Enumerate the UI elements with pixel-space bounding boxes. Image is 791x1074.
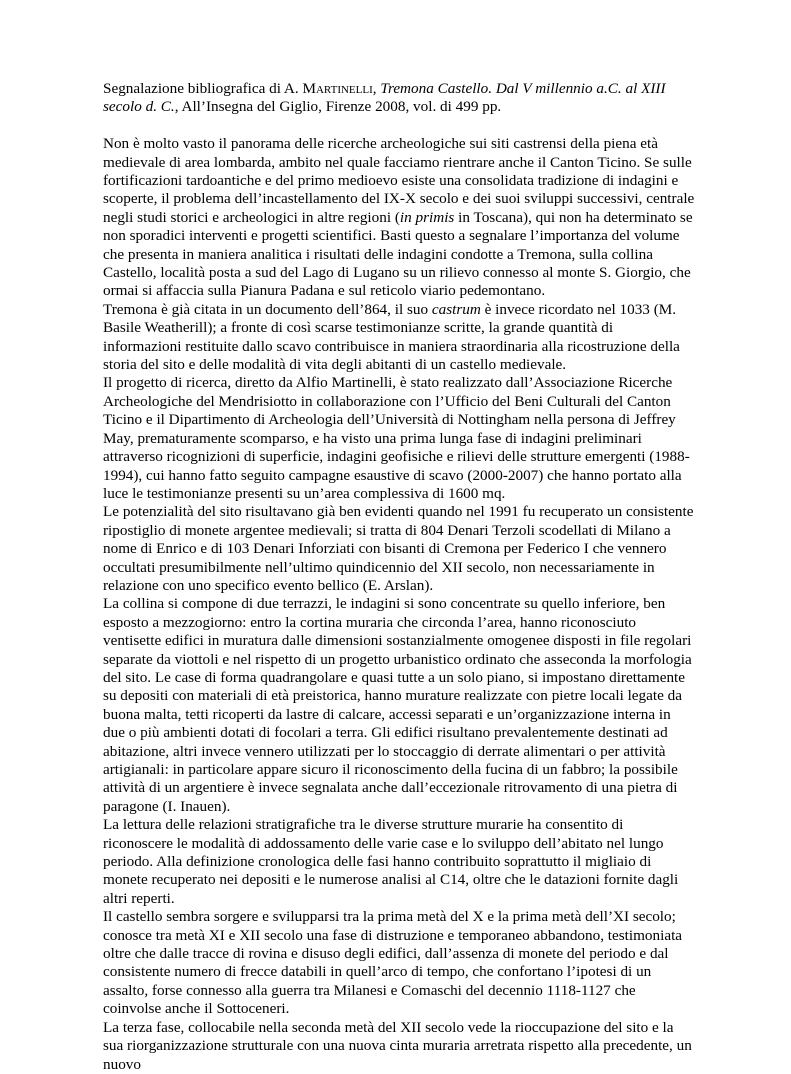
paragraph-third-phase: La terza fase, collocabile nella seconda metà del XII secolo vede la rioccupazione del sito e la sua riorganizzazione strutturale con una nuova cinta muraria arretrata rispetto alla precedente, un nuovo [103, 1018, 692, 1073]
paragraph-project: Il progetto di ricerca, diretto da Alfio Martinelli, è stato realizzato dall’Associazione Ricerche Archeologiche del Mendrisiotto in collaborazione con l’Ufficio del Beni Culturali del Canton Ticino e il Dipartimento di Archeologia dell’Università di Nottingham nella persona di Jeffrey May, prematuramente scomparso, e ha visto una prima lunga fase di indagini preliminari attraverso ricognizioni di superficie, indagini geofisiche e rilievi delle strutture emergenti (1988-1994), cui hanno fatto seguito campagne esaustive di scavo (2000-2007) che hanno portato alla luce le testimonianze presenti su un’area complessiva di 1600 mq. [103, 374, 690, 502]
heading-separator: , [372, 80, 381, 97]
book-title: Tremona Castello. Dal V millennio a.C. al XIII secolo d. C. [103, 80, 666, 116]
paragraph-phases: Il castello sembra sorgere e svilupparsi tra la prima metà del X e la prima metà dell’XI secolo; conosce tra metà XI e XII secolo una fase di distruzione e temporaneo abbandono, testimoniata oltre che dalle tracce di rovina e disuso degli edifici, dall’assenza di monete del periodo e dal consistente numero di frecce databili in quell’arco di tempo, che confortano l’ipotesi di un assalto, forse connesso alla guerra tra Milanesi e Comaschi del decennio 1118-1127 che coinvolse anche il Sottoceneri. [103, 908, 683, 1018]
document-page [103, 80, 695, 1074]
paragraph-hill: La collina si compone di due terrazzi, le indagini si sono concentrate su quello inferiore, ben esposto a mezzogiorno: entro la cortina muraria che circonda l’area, hanno riconosciuto ventisette edifici in muratura dalle dimensioni sostanzialmente omogenee disposti in file regolari separate da viottoli e nel rispetto di un progetto urbanistico ordinato che asseconda la morfologia del sito. Le case di forma quadrangolare e quasi tutte a un solo piano, si impostano direttamente su depositi con materiali di età preistorica, hanno murature realizzate con pietre locali legate da buona malta, tetti ricoperti da lastre di calcare, accessi separati e un’organizzazione interna in due o più ambienti dotati di focolari a terra. Gli edifici risultano prevalentemente destinati ad abitazione, altri invece vennero utilizzati per lo stoccaggio di derrate alimentari o per attività artigianali: in particolare appare sicuro il riconoscimento della fucina di un fabbro; la possibile attività di un argentiere è invece segnalata anche dall’eccezionale ritrovamento di una pietra di paragone (I. Inauen). [103, 595, 692, 815]
paragraph-intro-italic: in primis [399, 208, 455, 226]
paragraph-intro [103, 135, 695, 301]
bibliographic-heading [103, 80, 695, 117]
paragraph-history [103, 301, 695, 375]
heading-publisher: , All’Insegna del Giglio, Firenze 2008, vol. di 499 pp. [174, 98, 502, 116]
paragraph-history-text-b: è invece ricordato nel 1033 (M. Basile Weatherill); a fronte di così scarse testimonianze scritte, la grande quantità di informazioni restituite dallo scavo contribuisce in maniera straordinaria alla ricostruzione della storia del sito e delle modalità di vita degli abitanti di un castello medievale. [103, 300, 680, 374]
paragraph-history-italic: castrum [431, 300, 481, 318]
paragraph-intro-text-a: Non è molto vasto il panorama delle ricerche archeologiche sui siti castrensi della piena età medievale di area lombarda, ambito nel quale facciamo rientrare anche il Canton Ticino. Se sulle fortificazioni tardoantiche e del primo medioevo esiste una consolidata tradizione di indagini e scoperte, il problema dell’incastellamento del IX-X secolo e dei suoi sviluppi successivi, centrale negli studi storici e archeologici in altre regioni ( [103, 135, 695, 226]
paragraph-hoard: Le potenzialità del sito risultavano già ben evidenti quando nel 1991 fu recuperato un consistente ripostiglio di monete argentee medievali; si tratta di 804 Denari Terzoli scodellati di Milano a nome di Enrico e di 103 Denari Inforziati con bisanti di Cremona per Federico I che vennero occultati presumibilmente nell’ultimo quindicennio del XII secolo, non necessariamente in relazione con uno specifico evento bellico (E. Arslan). [103, 503, 694, 594]
author-name: Martinelli [302, 80, 373, 97]
blank-line [103, 117, 695, 135]
paragraph-stratigraphy: La lettura delle relazioni stratigrafiche tra le diverse strutture murarie ha consentito di riconoscere le modalità di addossamento delle varie case e lo sviluppo dell’abitato nel lungo periodo. Alla definizione cronologica delle fasi hanno contribuito soprattutto il migliaio di monete recuperato nei depositi e le numerose analisi al C14, oltre che le datazioni fornite dagli altri reperti. [103, 816, 679, 907]
heading-prefix: Segnalazione bibliografica di A. [103, 80, 303, 97]
paragraph-history-text-a: Tremona è già citata in un documento dell’864, il suo [103, 300, 432, 318]
paragraph-intro-text-b: in Toscana), qui non ha determinato se non sporadici interventi e progetti scientifici. Basti questo a segnalare l’importanza del volume che presenta in maniera analitica i risultati delle indagini condotte a Tremona, sulla collina Castello, località posta a sud del Lago di Lugano su un rilievo connesso al monte S. Giorgio, che ormai si affaccia sulla Pianura Padana e sul reticolo viario pedemontano. [103, 208, 693, 300]
